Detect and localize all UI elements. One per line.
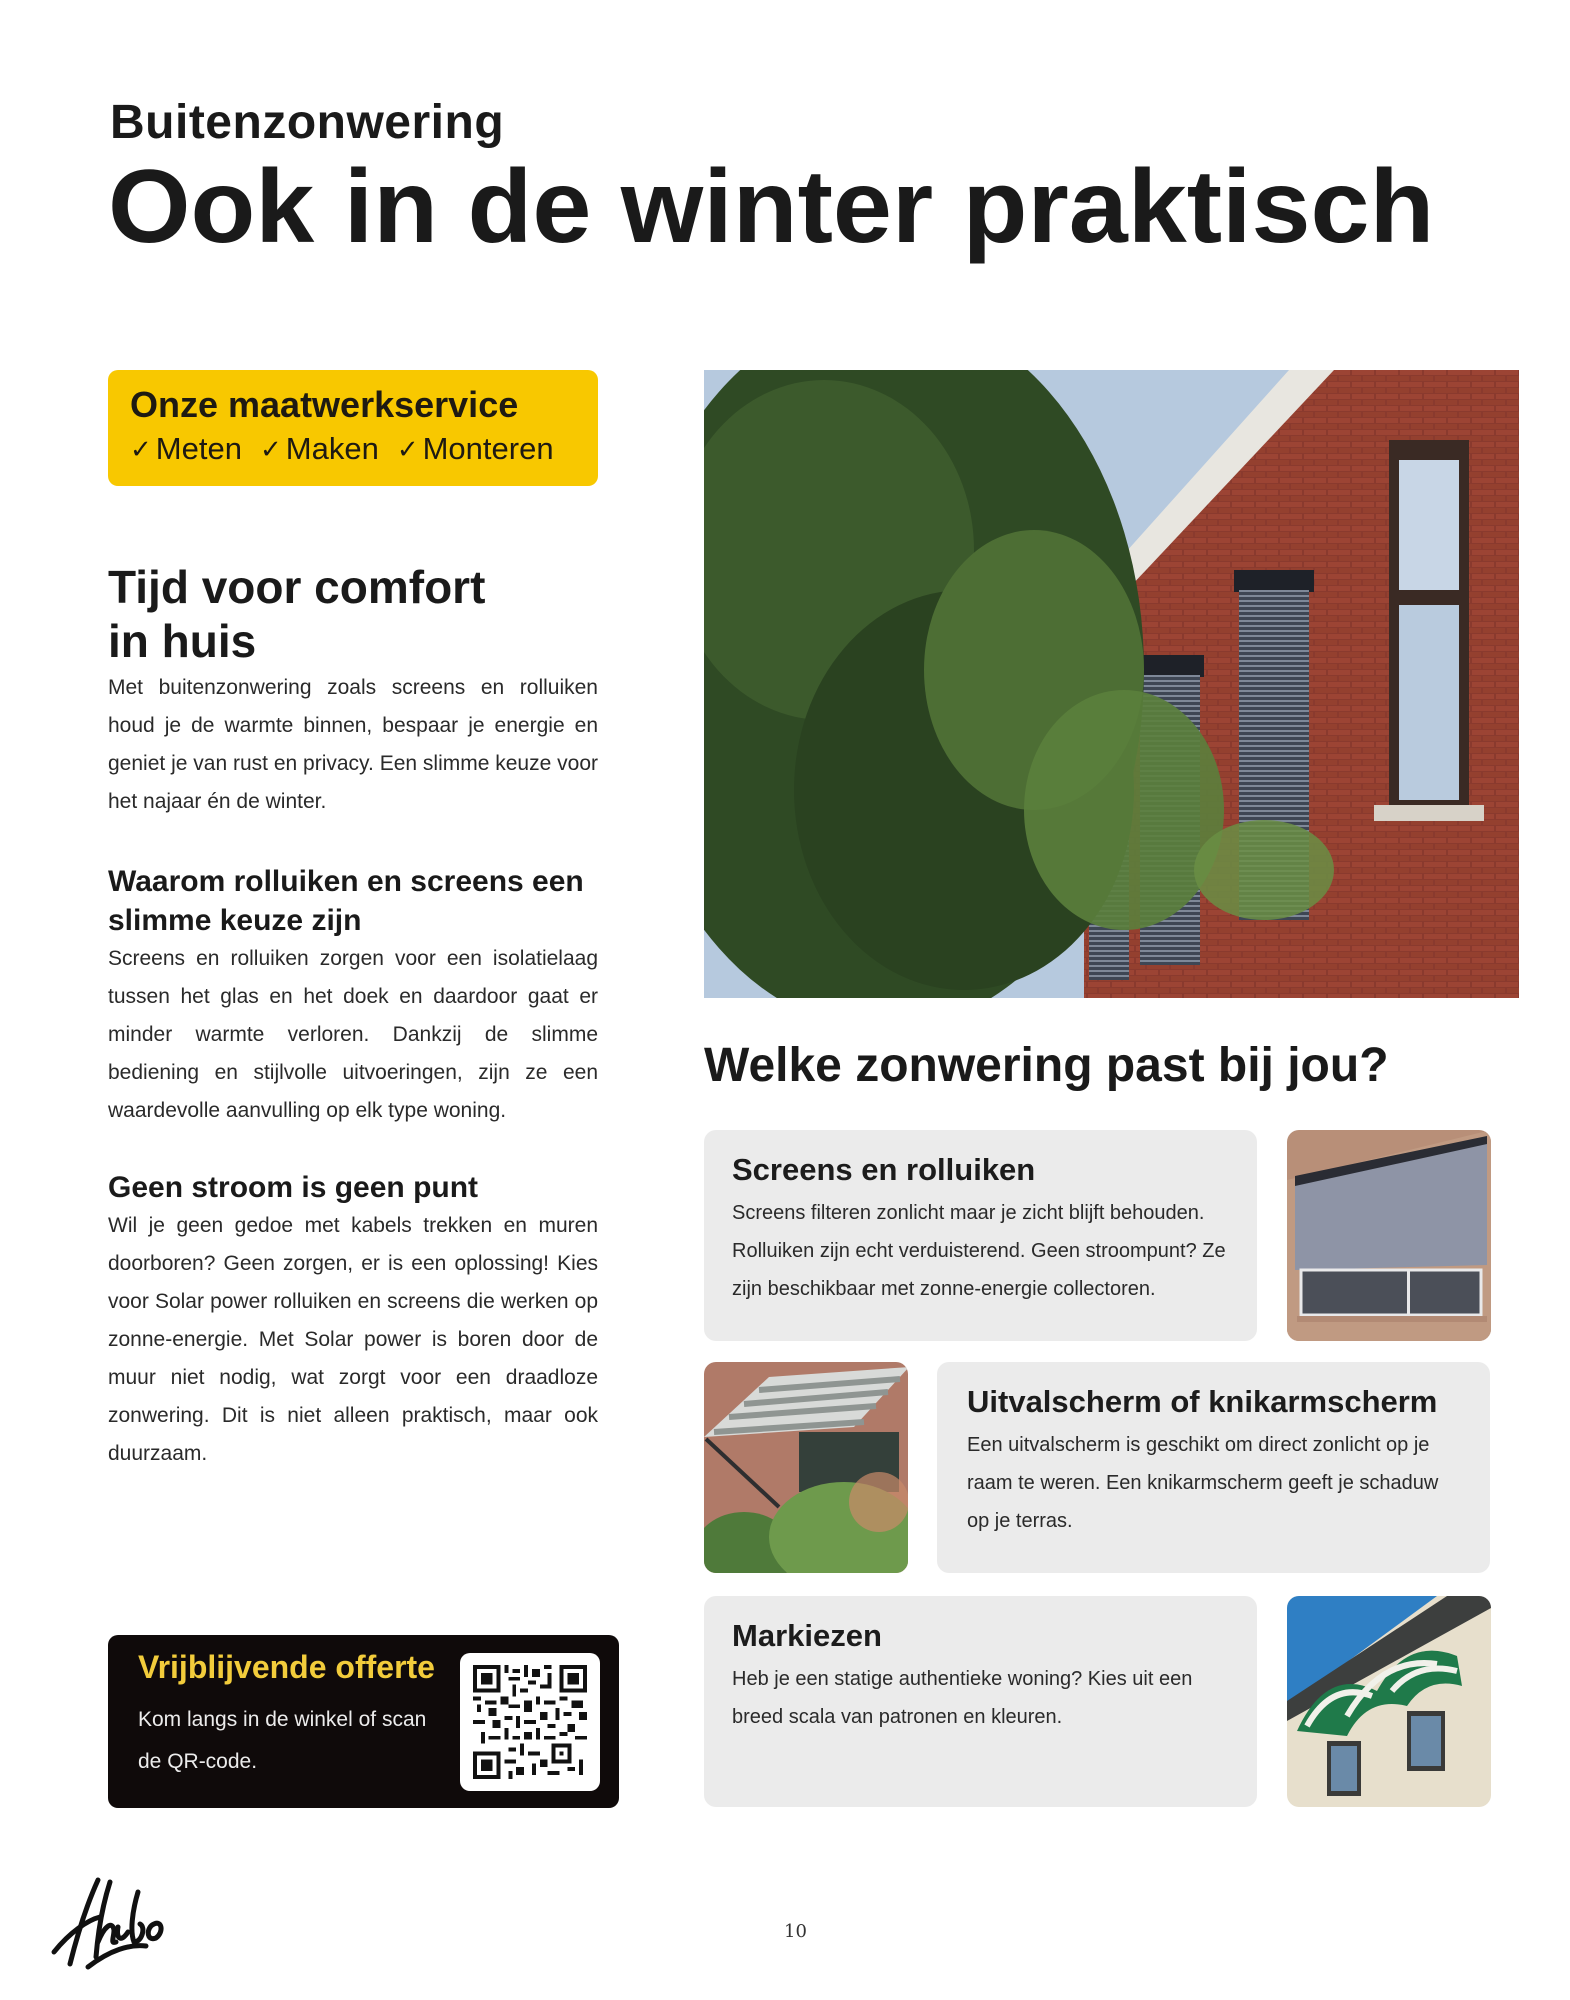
product-card-text: Screens filteren zonlicht maar je zicht blijft behouden. Rolluiken zijn echt verduisterend. Geen stroompunt? Ze zijn beschikbaar met zonne-energie collectoren. xyxy=(732,1202,1226,1301)
product-card-text: Heb je een statige authentieke woning? Kies uit een breed scala van patronen en kleuren. xyxy=(732,1668,1193,1729)
green-white-markiezen-photo xyxy=(1287,1596,1491,1807)
product-card-screens xyxy=(704,1130,1257,1341)
check-icon: ✓ xyxy=(259,433,282,464)
check-icon: ✓ xyxy=(130,433,152,464)
product-chooser-heading: Welke zonwering past bij jou? xyxy=(704,1039,1389,1092)
product-card-markiezen xyxy=(704,1596,1257,1807)
service-check-label: Meten xyxy=(155,431,242,467)
section-body: Screens en rolluiken zorgen voor een isolatielaag tussen het glas en het doek en daardoor gaat er minder warmte verloren. Dankzij de slimme bediening en stijlvolle uitvoeringen, zijn ze een waardevolle aanvulling op elk type woning. xyxy=(108,947,598,1122)
offer-title: Vrijblijvende offerte xyxy=(138,1649,435,1685)
service-check-label: Maken xyxy=(285,431,379,467)
product-card-text: Een uitvalscherm is geschikt om direct zonlicht op je raam te weren. Een knikarmscherm geeft je schaduw op je terras. xyxy=(967,1434,1439,1533)
section-why-shutters xyxy=(108,862,598,1130)
check-icon: ✓ xyxy=(396,433,419,464)
service-check-item xyxy=(397,431,554,467)
section-heading: Waarom rolluiken en screens een slimme keuze zijn xyxy=(108,865,584,937)
product-card-title: Screens en rolluiken xyxy=(732,1152,1036,1187)
section-heading xyxy=(108,560,598,669)
section-body: Met buitenzonwering zoals screens en rolluiken houd je de warmte binnen, bespaar je energie en geniet je van rust en privacy. Een slimme keuze voor het najaar én de winter. xyxy=(108,675,598,813)
product-card-title: Markiezen xyxy=(732,1618,882,1653)
drop-arm-awning-photo xyxy=(704,1362,908,1573)
page-kicker: Buitenzonwering xyxy=(110,96,505,149)
screen-window-photo xyxy=(1287,1130,1491,1341)
section-no-power xyxy=(108,1168,598,1473)
section-heading-line: Tijd voor comfort xyxy=(108,561,486,613)
hero-photo-roller-shutters xyxy=(704,370,1519,998)
section-comfort xyxy=(108,560,598,821)
page-title: Ook in de winter praktisch xyxy=(108,149,1435,265)
qr-code-icon[interactable] xyxy=(460,1653,600,1791)
product-card-awnings xyxy=(937,1362,1490,1573)
hubo-logo[interactable] xyxy=(50,1872,190,1972)
service-check-item xyxy=(130,431,242,467)
page-number: 10 xyxy=(784,1921,807,1942)
service-box xyxy=(108,370,598,486)
service-box-title: Onze maatwerkservice xyxy=(130,384,519,425)
product-card-title: Uitvalscherm of knikarmscherm xyxy=(967,1384,1438,1419)
service-check-item xyxy=(260,431,379,467)
section-body: Wil je geen gedoe met kabels trekken en muren doorboren? Geen zorgen, er is een oplossing! Kies voor Solar power rolluiken en screens die werken op zonne-energie. Met Solar power is boren door de muur niet nodig, wat zorgt voor een draadloze zonwering. Dit is niet alleen praktisch, maar ook duurzaam. xyxy=(108,1214,598,1465)
offer-box xyxy=(108,1635,619,1808)
service-check-label: Monteren xyxy=(422,431,554,467)
offer-text: Kom langs in de winkel of scan de QR-code. xyxy=(138,1708,427,1773)
section-heading-line: in huis xyxy=(108,615,257,668)
section-heading: Geen stroom is geen punt xyxy=(108,1171,479,1204)
service-checklist xyxy=(130,431,576,467)
